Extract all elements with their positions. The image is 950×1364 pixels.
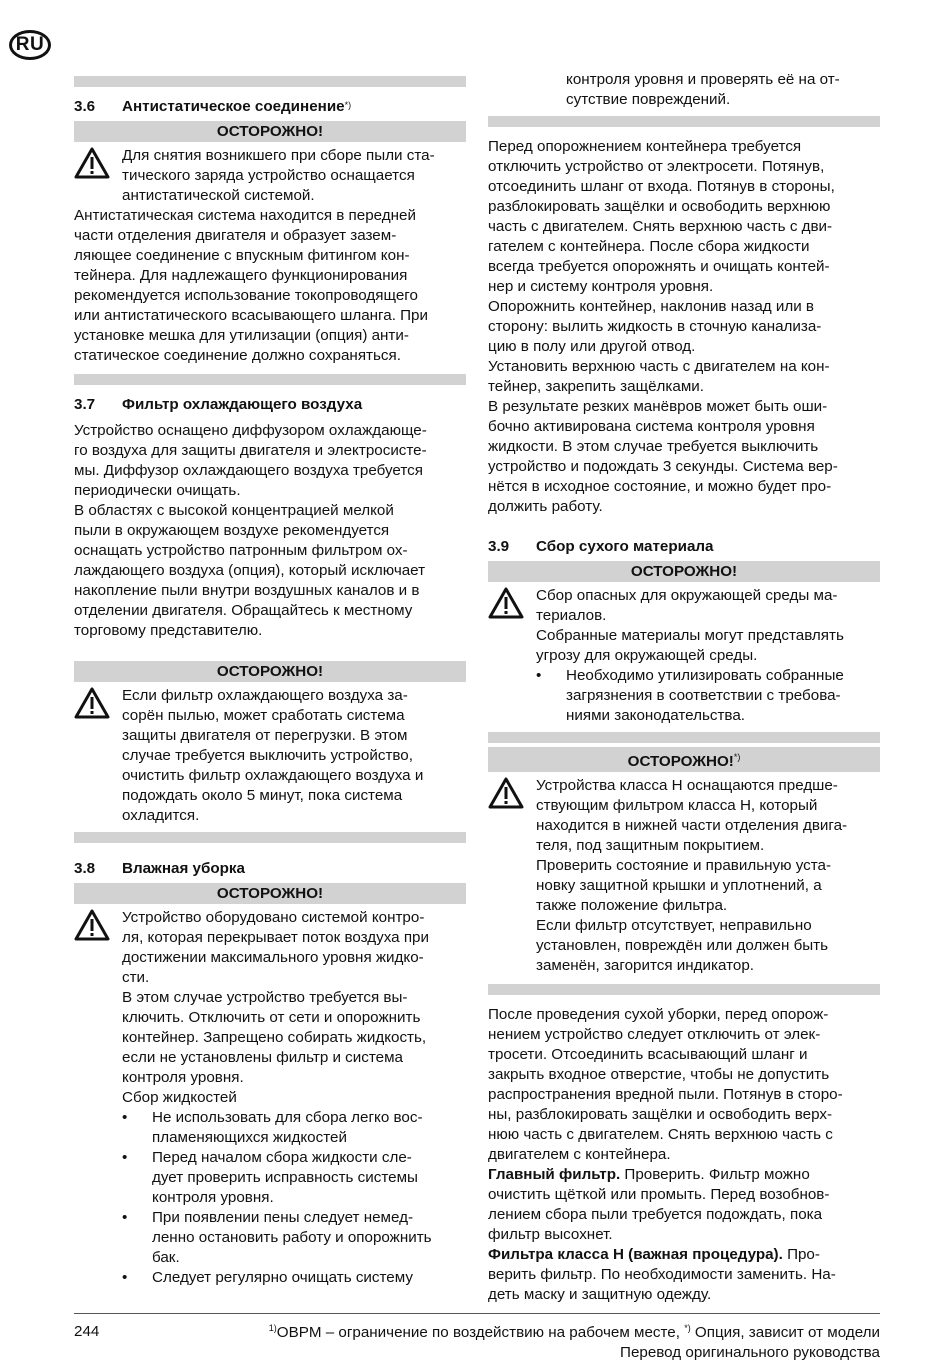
caution-text-line: также положение фильтра.: [536, 897, 728, 915]
section-number: 3.8: [74, 860, 96, 877]
caution-text-line: Устройства класса H оснащаются предше-: [536, 777, 838, 795]
body-line: установке мешка для утилизации (опция) анти-: [74, 327, 409, 344]
caution-text-line: новку защитной крышки и уплотнений, а: [536, 877, 822, 895]
body-line: периодически очищать.: [74, 482, 241, 499]
caution-text-line: защиты двигателя от перегрузки. В этом: [122, 727, 408, 744]
body-line: бочно активирована система контроля уровня: [488, 418, 815, 435]
body-line: Установить верхнюю часть с двигателем на кон-: [488, 358, 830, 375]
section-heading-3-9: [488, 537, 880, 557]
body-line: рекомендуется использование токопроводящего: [74, 287, 418, 304]
h-filter-line: [488, 1245, 880, 1265]
caution-text-line: териалов.: [536, 607, 607, 624]
section-heading-3-8: [74, 859, 466, 879]
body-line: торговому представителю.: [74, 622, 263, 639]
body-line: оснащать устройство патронным фильтром ох-: [74, 542, 408, 559]
section-body: [488, 137, 880, 517]
caution-text-line: антистатической системой.: [122, 187, 315, 204]
body-line: накопление пыли внутри воздушных каналов и в: [74, 582, 420, 599]
section-divider: [74, 76, 466, 87]
body-line: нер и систему контроля уровня.: [488, 278, 714, 295]
body-line: статическое соединение должно сохраняться.: [74, 347, 401, 364]
list-item-text: Следует регулярно очищать систему: [152, 1269, 413, 1286]
body-line: часть с двигателем. Снять верхнюю часть с дви-: [488, 218, 833, 235]
language-badge: RU: [9, 30, 51, 60]
bullet-mark: •: [122, 1149, 128, 1166]
list-item-text: пламеняющихся жидкостей: [152, 1129, 347, 1146]
list-item-text: Перед началом сбора жидкости сле-: [152, 1149, 412, 1166]
section-divider: [488, 732, 880, 743]
body-line: всегда требуется опорожнять и очищать контей-: [488, 258, 830, 275]
caution-text-line: случае требуется выключить устройство,: [122, 747, 413, 764]
caution-text-line: находится в нижней части отделения двига-: [536, 817, 848, 835]
caution-text-line: Если фильтр охлаждающего воздуха за-: [122, 687, 408, 704]
caution-text-line: Для снятия возникшего при сборе пыли ста-: [122, 147, 435, 164]
caution-text-line: установлен, повреждён или должен быть: [536, 937, 829, 955]
warning-triangle-icon: [488, 586, 536, 726]
caution-block: [488, 776, 880, 976]
caution-bar: [488, 747, 880, 772]
warning-triangle-icon: [74, 908, 122, 1288]
body-line: ны, разблокировать защёлки и освободить верх-: [488, 1106, 833, 1124]
body-line: нётся в исходное состояние, и можно будет про-: [488, 478, 832, 495]
caution-bar: ОСТОРОЖНО!: [488, 561, 880, 582]
footer-divider: [74, 1313, 880, 1314]
body-line: ляющее соединение с впускным фитингом кон-: [74, 247, 410, 264]
footnote-mark: *): [733, 752, 741, 762]
main-filter-label: Главный фильтр.: [488, 1166, 621, 1184]
list-item: [122, 1108, 466, 1148]
h-filter-text: Про-: [782, 1246, 820, 1264]
body-line: очистить щёткой или промыть. Перед возобнов-: [488, 1186, 830, 1204]
warning-triangle-icon: [74, 146, 122, 206]
list-item: [536, 666, 880, 726]
section-title: Влажная уборка: [122, 860, 245, 877]
bullet-mark: •: [122, 1209, 128, 1226]
caution-text-line: Собранные материалы могут представлять: [536, 627, 844, 644]
list-item-text: Не использовать для сбора легко вос-: [152, 1109, 423, 1126]
caution-block: [74, 908, 466, 1288]
list-item-text: дует проверить исправность системы: [152, 1169, 418, 1186]
body-line: разблокировать защёлки и освободить верхнюю: [488, 198, 831, 215]
caution-label: ОСТОРОЖНО!: [627, 753, 734, 771]
caution-text-line: В этом случае устройство требуется вы-: [122, 989, 408, 1006]
caution-text-line: если не установлены фильтр и система: [122, 1049, 403, 1066]
body-line: В результате резких манёвров может быть оши-: [488, 398, 828, 415]
list-item: [122, 1208, 466, 1268]
section-heading-3-7: [74, 395, 466, 415]
section-divider: [74, 374, 466, 385]
list-item-text: Необходимо утилизировать собранные: [566, 667, 844, 684]
caution-text-line: контейнер. Запрещено собирать жидкость,: [122, 1029, 427, 1046]
footnote-mark: 1): [268, 1323, 277, 1333]
list-item-text: бак.: [152, 1249, 180, 1266]
body-line: лением сбора пыли требуется подождать, пока: [488, 1206, 823, 1224]
body-line: Устройство оснащено диффузором охлаждающе-: [74, 422, 427, 439]
caution-text-line: контроля уровня.: [122, 1069, 244, 1086]
bullet-mark: •: [122, 1109, 128, 1126]
caution-text-line: подождать около 5 минут, пока система: [122, 787, 403, 804]
body-line: После проведения сухой уборки, перед опорож-: [488, 1006, 829, 1024]
caution-text-line: Проверить состояние и правильную уста-: [536, 857, 832, 875]
body-line: мы. Диффузор охлаждающего воздуха требуется: [74, 462, 423, 479]
body-line: пыли в окружающем воздухе рекомендуется: [74, 522, 390, 539]
caution-text-line: охладится.: [122, 807, 200, 824]
caution-block: [488, 586, 880, 726]
section-title: Антистатическое соединение: [122, 98, 345, 115]
footnote-text: Опция, зависит от модели: [690, 1324, 880, 1342]
caution-bar: ОСТОРОЖНО!: [74, 883, 466, 904]
body-line: фильтр высохнет.: [488, 1226, 613, 1244]
list-item-text: При появлении пены следует немед-: [152, 1209, 414, 1226]
body-line: лаждающего воздуха (опция), который исключает: [74, 562, 426, 579]
caution-bar: ОСТОРОЖНО!: [74, 121, 466, 142]
body-line: сторону: вылить жидкость в сточную канализа-: [488, 318, 822, 335]
footnote-mark: *): [684, 1323, 691, 1333]
body-line: гателем с контейнера. После сбора жидкости: [488, 238, 810, 255]
warning-triangle-icon: [488, 776, 536, 976]
caution-text-line: заменён, загорится индикатор.: [536, 957, 754, 975]
caution-text-line: тического заряда устройство оснащается: [122, 167, 415, 184]
body-line: нюю часть с двигателем. Снять верхнюю часть с: [488, 1126, 833, 1144]
caution-text-line: сорён пылью, может сработать система: [122, 707, 405, 724]
body-line: должить работу.: [488, 498, 603, 515]
section-number: 3.6: [74, 98, 96, 115]
section-divider: [488, 116, 880, 127]
translation-note: Перевод оригинального руководства: [620, 1344, 880, 1361]
body-line: го воздуха для защиты двигателя и электросисте-: [74, 442, 427, 459]
body-line: верить фильтр. По необходимости заменить. На-: [488, 1266, 836, 1284]
section-divider: [74, 832, 466, 843]
body-line: закрыть входное отверстие, чтобы не допустить: [488, 1066, 830, 1084]
body-line: Опорожнить контейнер, наклонив назад или в: [488, 298, 814, 315]
footnote-line: [269, 1323, 880, 1341]
right-column: [488, 70, 880, 1305]
body-line: тейнера. Для надлежащего функционирования: [74, 267, 408, 284]
list-item: [122, 1148, 466, 1208]
caution-text-line: очистить фильтр охлаждающего воздуха и: [122, 767, 424, 784]
bullet-mark: •: [122, 1269, 128, 1286]
section-title: Фильтр охлаждающего воздуха: [122, 396, 363, 413]
caution-text-line: Сбор жидкостей: [122, 1089, 237, 1106]
left-column: [74, 76, 466, 1288]
body-line: отделении двигателя. Обращайтесь к местному: [74, 602, 413, 619]
caution-text-line: ствующим фильтром класса H, который: [536, 797, 818, 815]
section-body: [74, 421, 466, 641]
body-line: Перед опорожнением контейнера требуется: [488, 138, 802, 155]
body-line: двигателем с контейнера.: [488, 1146, 671, 1164]
body-line: В областях с высокой концентрацией мелкой: [74, 502, 394, 519]
warning-triangle-icon: [74, 686, 122, 826]
caution-text-line: Если фильтр отсутствует, неправильно: [536, 917, 812, 935]
footnote-mark: *): [344, 100, 352, 110]
list-item-text: ленно остановить работу и опорожнить: [152, 1229, 432, 1246]
body-line: жидкости. В этом случае требуется выключить: [488, 438, 819, 455]
caution-text-line: Сбор опасных для окружающей среды ма-: [536, 587, 838, 604]
section-heading-3-6: [74, 97, 466, 117]
bullet-mark: •: [536, 667, 542, 684]
list-item-text: ниями законодательства.: [566, 707, 746, 724]
body-line: тейнер, закрепить защёлками.: [488, 378, 704, 395]
main-filter-text: Проверить. Фильтр можно: [620, 1166, 810, 1184]
caution-text-line: теля, под защитным покрытием.: [536, 837, 765, 855]
section-number: 3.9: [488, 538, 510, 555]
body-line: устройство и подождать 3 секунды. Система вер-: [488, 458, 838, 475]
body-line: распространения вредной пыли. Потянув в сторо-: [488, 1086, 843, 1104]
caution-block: [74, 686, 466, 826]
list-item-text: контроля уровня.: [152, 1189, 274, 1206]
body-line: деть маску и защитную одежду.: [488, 1286, 712, 1304]
section-body: [488, 1005, 880, 1305]
section-number: 3.7: [74, 396, 96, 413]
caution-text-line: контроля уровня и проверять её на от-: [566, 71, 840, 88]
page-number: 244: [74, 1323, 100, 1340]
caution-text-line: ключить. Отключить от сети и опорожнить: [122, 1009, 421, 1026]
caution-text-line: сти.: [122, 969, 150, 986]
section-title: Сбор сухого материала: [536, 538, 714, 555]
caution-text-line: Устройство оборудовано системой контро-: [122, 909, 425, 926]
body-line: части отделения двигателя и образует зазем-: [74, 227, 397, 244]
h-filter-label: Фильтра класса H (важная процедура).: [488, 1246, 783, 1264]
main-filter-line: [488, 1165, 880, 1185]
body-line: Антистатическая система находится в передней: [74, 207, 416, 224]
caution-text-line: ля, которая перекрывает поток воздуха при: [122, 929, 429, 946]
body-line: или антистатического всасывающего шланга. При: [74, 307, 428, 324]
caution-block: [74, 146, 466, 206]
list-item: [122, 1268, 466, 1288]
section-divider: [488, 984, 880, 995]
footnote-text: OBPM – ограничение по воздействию на рабочем месте,: [276, 1324, 685, 1342]
body-line: отключить устройство от электросети. Потянув,: [488, 158, 825, 175]
caution-text-line: сутствие повреждений.: [566, 91, 731, 108]
list-item-text: загрязнения в соответствии с требова-: [566, 687, 841, 704]
body-line: отсоединить шланг от входа. Потянув в стороны,: [488, 178, 835, 195]
caution-text-line: достижении максимального уровня жидко-: [122, 949, 424, 966]
body-line: цию в полу или другой отвод.: [488, 338, 696, 355]
body-line: тросети. Отсоединить всасывающий шланг и: [488, 1046, 808, 1064]
section-body: [74, 206, 466, 366]
caution-text-line: угрозу для окружающей среды.: [536, 647, 758, 664]
caution-bar: ОСТОРОЖНО!: [74, 661, 466, 682]
body-line: нением устройство следует отключить от элек-: [488, 1026, 821, 1044]
